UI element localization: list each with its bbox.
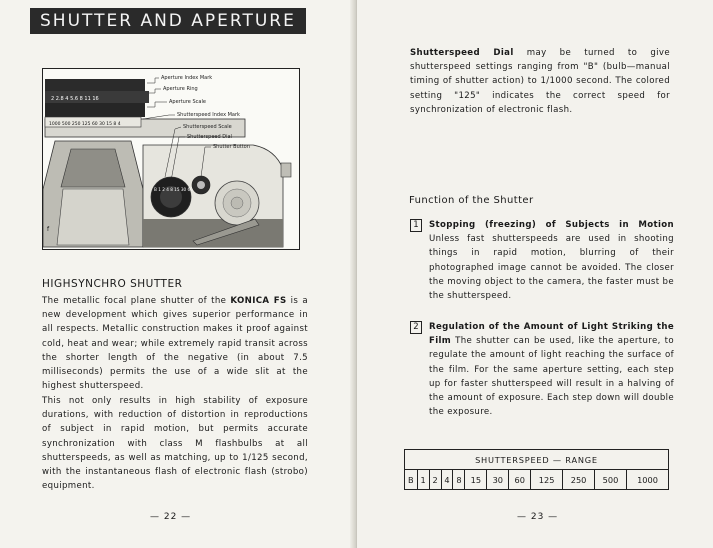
- item2-title: Regulation of the Amount of Light Striking the Film: [429, 322, 674, 347]
- speed-cell: 15: [465, 470, 487, 490]
- camera-diagram: [42, 68, 300, 250]
- chapter-header: SHUTTER AND APERTURE: [30, 8, 306, 34]
- callout-shutter-button: Shutter Button: [213, 144, 250, 150]
- item-number-1: 1: [410, 219, 422, 232]
- speed-cell: 2: [429, 470, 441, 490]
- callout-aperture-index-mark: Aperture Index Mark: [161, 75, 213, 81]
- callout-shutterspeed-index-mark: Shutterspeed Index Mark: [177, 112, 240, 118]
- camera-illustration: [43, 69, 299, 249]
- shutterspeed-range-table: [404, 449, 669, 490]
- table-header-row: [405, 450, 669, 470]
- callout-shutterspeed-scale: Shutterspeed Scale: [183, 124, 232, 130]
- page-number-right: — 23 —: [517, 512, 559, 522]
- speed-cell: 1: [417, 470, 429, 490]
- paragraph-stopping-motion: [429, 218, 674, 303]
- callout-aperture-ring: Aperture Ring: [163, 86, 198, 92]
- left-page: [0, 0, 356, 548]
- speed-cell: 60: [509, 470, 531, 490]
- paragraph-shutter-intro: [42, 294, 308, 393]
- paragraph-text: is a new development which gives superior performance in all respects. Metallic construction makes it proof against cold, heat and wear; while extremely rapid transit across the shorter length of the negative (in about 7.5 milliseconds) permits the use of a wide slit at the highest shutterspeed.: [42, 296, 308, 392]
- item1-title: Stopping (freezing) of Subjects in Motion: [429, 220, 674, 230]
- table-row: [405, 470, 669, 490]
- paragraph-text: The shutter can be used, like the aperture, to regulate the amount of light reaching the surface of the film. For the same aperture setting, each step up for faster shutterspeed will result in a halving of the amount of exposure. Each step down will double the exposure.: [429, 336, 674, 418]
- paragraph-shutterspeed-dial: [410, 46, 670, 117]
- paragraph-text: may be turned to give shutterspeed settings ranging from "B" (bulb—manual timing of shutter action) to 1/1000 second. The colored setting "125" indicates the correct speed for synchronization of electronic flash.: [410, 48, 670, 115]
- speed-cell: 4: [441, 470, 453, 490]
- section-title-function: Function of the Shutter: [409, 195, 534, 206]
- table-header-cell: SHUTTERSPEED — RANGE: [405, 450, 669, 470]
- term-shutterspeed-dial: Shutterspeed Dial: [410, 48, 514, 58]
- speed-cell: 250: [563, 470, 595, 490]
- body-mark-text: f: [47, 226, 50, 233]
- paragraph-light-regulation: [429, 320, 674, 419]
- speed-cell: 30: [487, 470, 509, 490]
- paragraph-text: Unless fast shutterspeeds are used in shooting things in rapid motion, blurring of their photographed image cannot be avoided. The closer the moving object to the camera, the faster must be the shutterspeed.: [429, 234, 674, 302]
- callout-shutterspeed-dial: Shutterspeed Dial: [187, 134, 232, 140]
- speed-cell: 125: [531, 470, 563, 490]
- brand-name: KONICA FS: [230, 296, 287, 306]
- speed-cell: 8: [453, 470, 465, 490]
- speed-cell: 1000: [626, 470, 668, 490]
- paragraph-text: The metallic focal plane shutter of the: [42, 296, 231, 306]
- speed-cell: 500: [595, 470, 627, 490]
- item-number-2: 2: [410, 321, 422, 334]
- speed-cell: B: [405, 470, 418, 490]
- callout-aperture-scale: Aperture Scale: [169, 99, 206, 105]
- dial-scale-text: B 1 2 4 8 15 30 60: [154, 187, 193, 192]
- page-number-left: — 22 —: [150, 512, 192, 522]
- section-title-highsynchro: HIGHSYNCHRO SHUTTER: [42, 278, 183, 290]
- aperture-scale-text: 2 2.8 4 5.6 8 11 16: [51, 96, 99, 102]
- speed-scale-text: 1000 500 250 125 60 30 15 8 4: [49, 122, 121, 127]
- right-page: [357, 0, 713, 548]
- paragraph-shutter-stability: This not only results in high stability of exposure durations, with reduction of distortion in reproductions of subject in rapid motion, but permits accurate synchronization with class M flashbulbs at all shutterspeeds, as well as matching, up to 1/125 second, with the instantaneous flash of electronic flash (strobo) equipment.: [42, 396, 308, 492]
